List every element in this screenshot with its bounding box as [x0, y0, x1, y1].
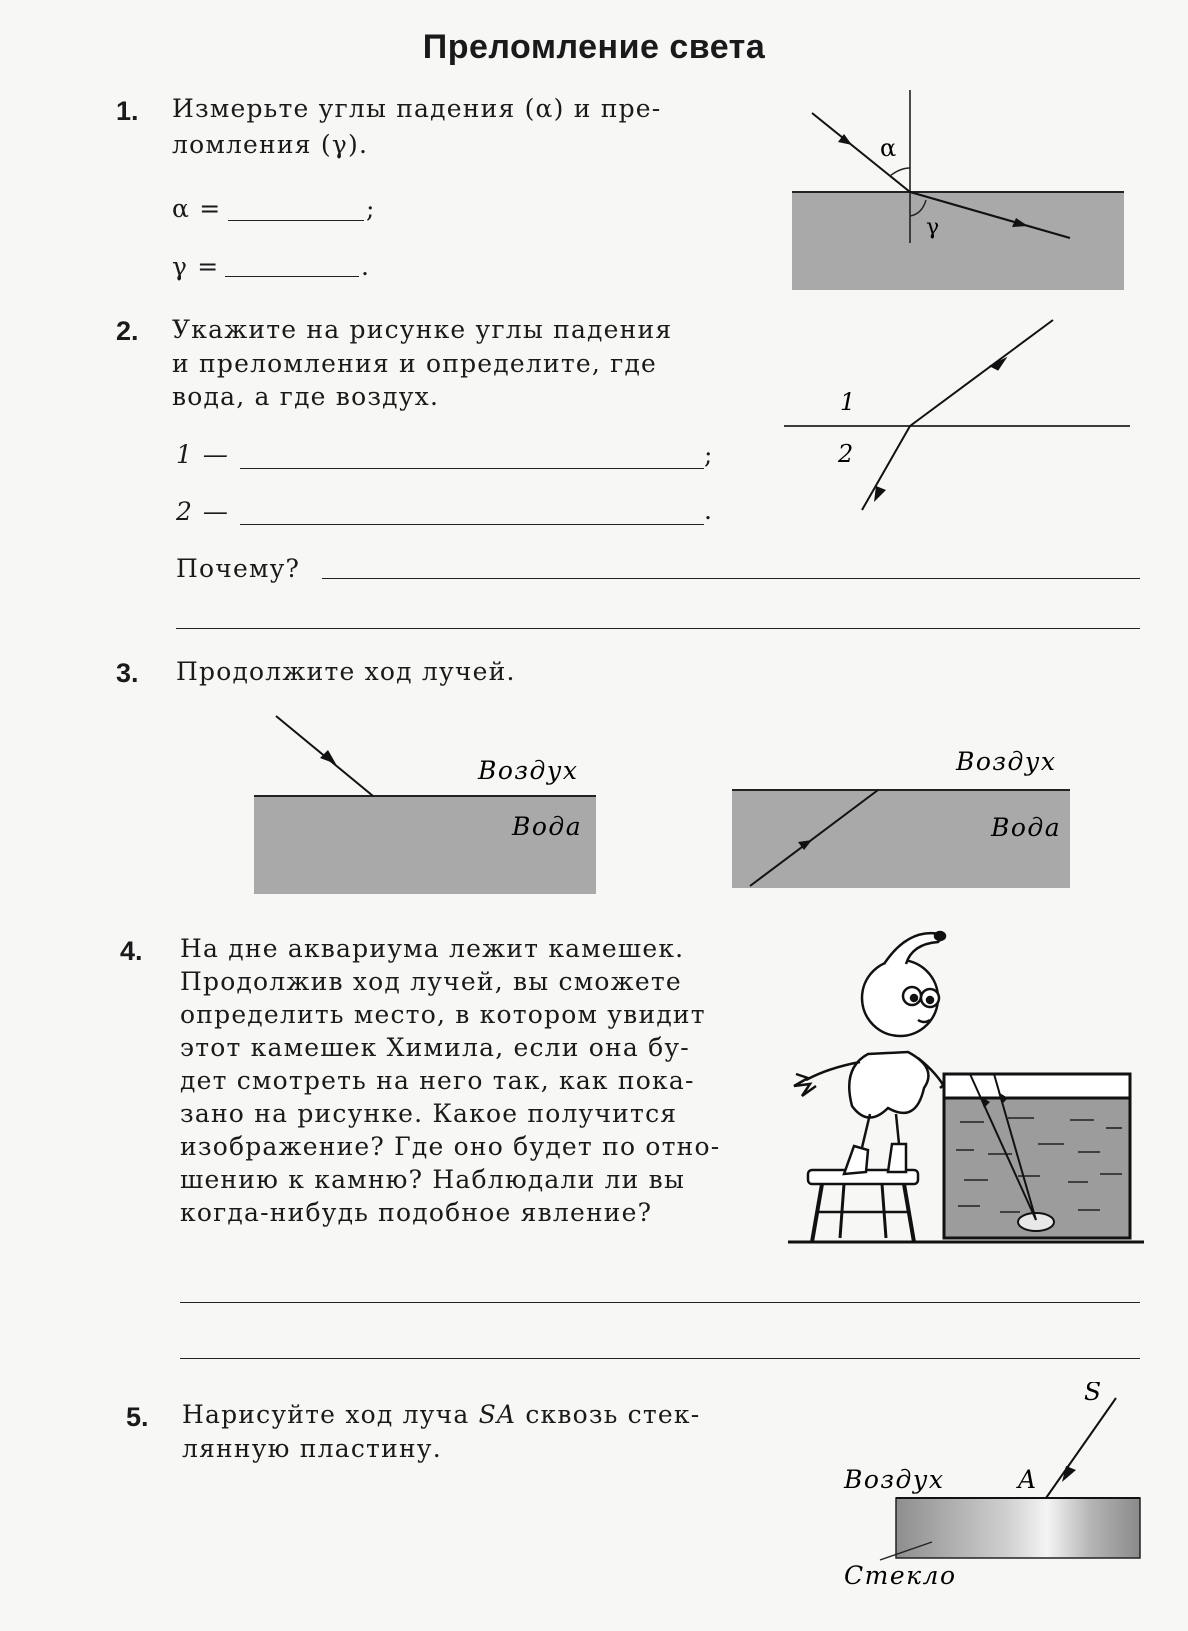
stool-illustration — [808, 1170, 918, 1242]
medium1-answer-line[interactable] — [240, 468, 704, 469]
page-title: Преломление света — [422, 28, 766, 66]
task4-text-line: зано на рисунке. Какое получится — [180, 1099, 678, 1128]
task1-text-line1: Измерьте углы падения (α) и пре- — [172, 94, 662, 123]
task4-figure — [788, 928, 1148, 1248]
task5-text-a: Нарисуйте ход луча — [182, 1400, 479, 1429]
refracted-ray — [862, 426, 910, 510]
task1-text-line2: ломления (γ). — [172, 130, 369, 159]
task4-text-line: определить место, в котором увидит — [180, 1000, 706, 1029]
glass-label: Стекло — [844, 1561, 957, 1590]
task3-number: 3. — [116, 658, 139, 688]
task4-text-line: шению к камню? Наблюдали ли вы — [180, 1165, 686, 1194]
task2-number: 2. — [116, 316, 139, 346]
fig-gamma-label: γ — [926, 215, 940, 240]
fig-medium1-label: 1 — [840, 388, 856, 416]
task5-text-line1 — [182, 1398, 700, 1431]
fig-alpha-label: α — [880, 134, 897, 162]
why-answer-line-1[interactable] — [322, 578, 1140, 579]
alpha-arc — [890, 168, 910, 176]
task1-number: 1. — [116, 96, 139, 126]
gamma-label: γ = — [172, 252, 220, 281]
task4-text-line: изображение? Где оно будет по отно- — [180, 1132, 721, 1161]
medium1-label: 1 — — [176, 440, 230, 469]
water-label: Вода — [991, 813, 1062, 842]
task3-figure-right — [726, 740, 1076, 900]
alpha-end: ; — [366, 194, 376, 223]
point-s-label: S — [1084, 1382, 1102, 1406]
incident-ray-sa — [1046, 1398, 1116, 1498]
task5-number: 5. — [126, 1402, 149, 1432]
task4-text — [180, 932, 720, 1229]
point-a-label: A — [1018, 1465, 1037, 1494]
task2-text-line3: вода, а где воздух. — [172, 382, 440, 411]
task4-number: 4. — [120, 936, 143, 966]
air-label: Воздух — [478, 756, 579, 785]
ray-sa-label: SA — [478, 1400, 517, 1429]
task5-text-line2: лянную пластину. — [182, 1434, 442, 1463]
task4-text-line: Продолжив ход лучей, вы сможете — [180, 967, 682, 996]
medium1-end: ; — [704, 440, 714, 469]
refracted-arrow-icon — [874, 486, 886, 502]
water-label: Вода — [512, 812, 583, 841]
gamma-end: . — [361, 252, 371, 281]
aquarium-illustration — [944, 1074, 1130, 1238]
task2-text-line1: Укажите на рисунке углы падения — [172, 315, 673, 344]
medium2-answer-line[interactable] — [240, 524, 704, 525]
incident-arrow-icon — [320, 750, 336, 764]
task1-figure — [780, 88, 1130, 298]
character-illustration — [794, 932, 958, 1174]
task3-text: Продолжите ход лучей. — [176, 657, 516, 686]
alpha-answer-line[interactable] — [228, 220, 364, 221]
task3-figure-left — [240, 708, 610, 898]
task4-text-line: На дне аквариума лежит камешек. — [180, 934, 685, 963]
medium2-end: . — [704, 496, 714, 525]
task5-figure — [830, 1382, 1150, 1592]
task2-figure — [780, 310, 1140, 520]
task4-text-line: этот камешек Химила, если она бу- — [180, 1033, 690, 1062]
incident-arrow-icon — [1062, 1466, 1076, 1482]
why-label: Почему? — [176, 554, 301, 583]
air-label: Воздух — [956, 747, 1057, 776]
air-label: Воздух — [844, 1465, 945, 1494]
fig-medium2-label: 2 — [838, 440, 854, 468]
task4-answer-line-1[interactable] — [180, 1302, 1140, 1303]
incident-ray — [910, 320, 1053, 426]
water-surface — [254, 796, 596, 894]
medium2-label: 2 — — [176, 497, 230, 526]
gamma-answer-line[interactable] — [225, 276, 359, 277]
alpha-label: α = — [172, 194, 222, 223]
task5-text-b: сквозь стек- — [516, 1400, 701, 1429]
task4-answer-line-2[interactable] — [180, 1358, 1140, 1359]
task4-text-line: когда-нибудь подобное явление? — [180, 1198, 653, 1227]
glass-plate — [896, 1498, 1140, 1558]
why-answer-line-2[interactable] — [176, 628, 1140, 629]
task4-text-line: дет смотреть на него так, как пока- — [180, 1066, 695, 1095]
task2-text-line2: и преломления и определите, где — [172, 349, 658, 378]
